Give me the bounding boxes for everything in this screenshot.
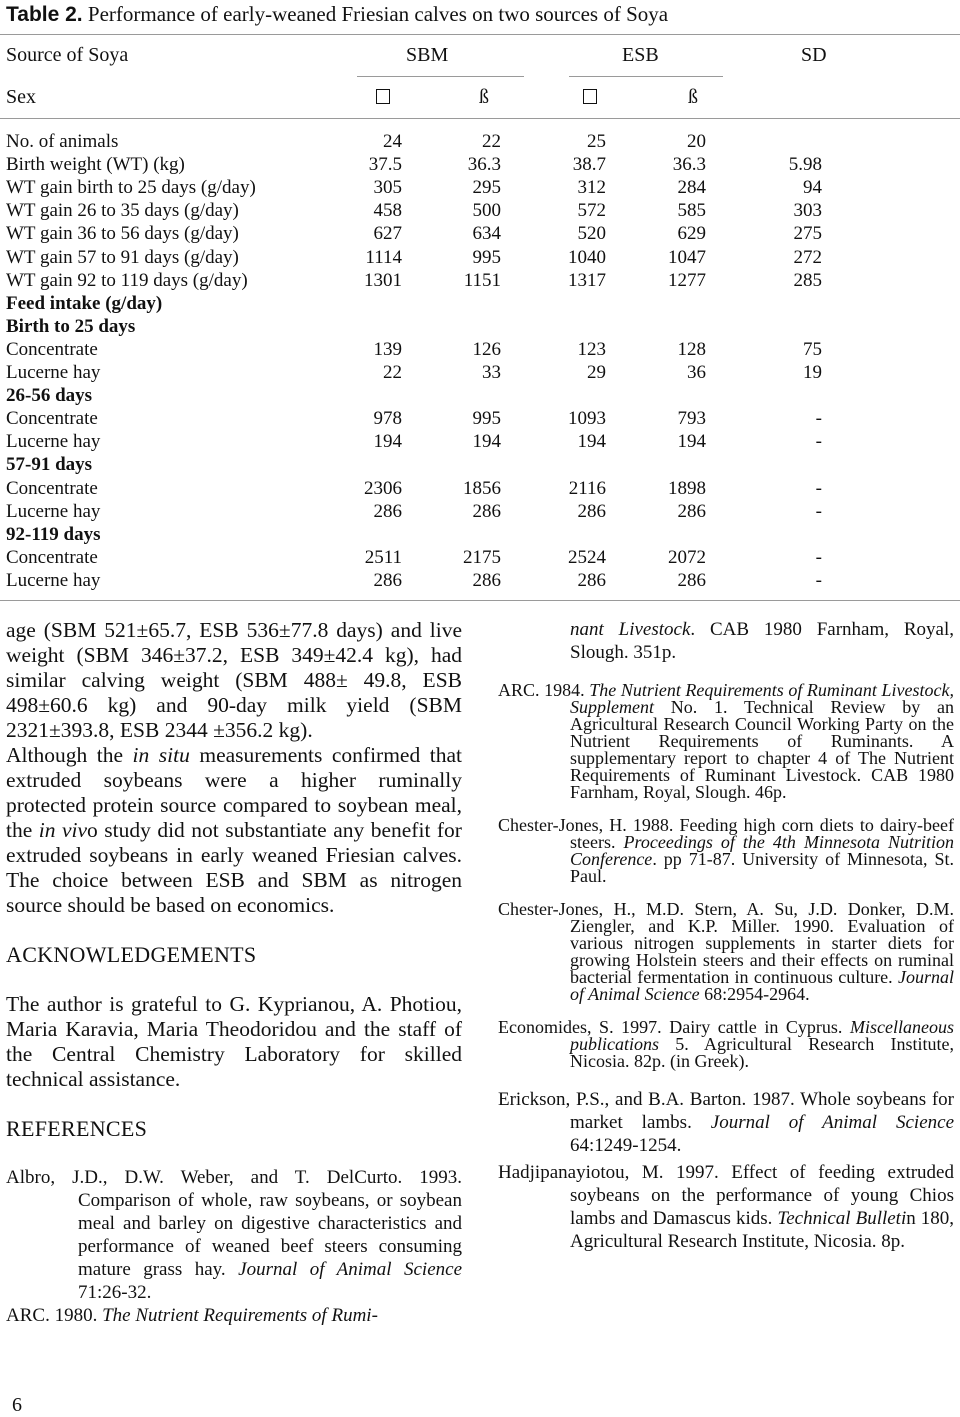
esb-female-value: 194 <box>677 431 706 453</box>
esb-female-value: 20 <box>687 131 706 152</box>
row-label: WT gain 26 to 35 days (g/day) <box>6 200 239 222</box>
table-header-source <box>0 44 960 67</box>
reference-arc-1980: ARC. 1980. The Nutrient Requirements of Rumi- <box>6 1305 378 1326</box>
sd-value: 94 <box>803 177 822 199</box>
esb-female-value: 2072 <box>668 546 706 568</box>
reference-chester-1988: Chester-Jones, H. 1988. Feeding high corn diets to dairy-beef steers. Proceedings of the 4th Minnesota Nutrition Conference. pp 71-87. University of Minnesota, St. Paul. <box>498 815 955 886</box>
sbm-male-value: 139 <box>373 338 402 360</box>
row-label: Lucerne hay <box>6 362 101 383</box>
esb-male-value: 312 <box>577 177 606 199</box>
table-top-rule <box>0 34 960 35</box>
row-label: No. of animals <box>6 131 119 152</box>
sbm-female-value: 1856 <box>463 477 501 499</box>
table-row <box>0 131 960 154</box>
esb-female-value: 36.3 <box>672 154 706 176</box>
table-row <box>0 570 960 593</box>
sbm-male-value: 978 <box>373 408 402 430</box>
source-of-soya-label: Source of Soya <box>6 44 129 66</box>
sbm-male-value: 22 <box>383 362 402 383</box>
sbm-female-value: 36.3 <box>467 154 501 176</box>
esb-male-value: 25 <box>587 131 606 152</box>
esb-male-value: 194 <box>577 431 606 453</box>
esb-male-value: 1317 <box>568 269 606 291</box>
esb-male-value: 286 <box>577 500 606 522</box>
sbm-male-value: 286 <box>373 500 402 522</box>
table-row <box>0 547 960 570</box>
esb-male-value: 2524 <box>568 546 606 568</box>
sd-value: - <box>815 431 822 453</box>
esb-female-value: 284 <box>677 177 706 199</box>
section-heading: Birth to 25 days <box>6 315 136 337</box>
esb-female-value: 1277 <box>668 269 706 291</box>
sd-header: SD <box>801 44 827 66</box>
sbm-male-value: 194 <box>373 431 402 453</box>
esb-male-value: 123 <box>577 338 606 360</box>
reference-arc-1980-cont: nant Livestock. CAB 1980 Farnham, Royal, Slough. 351p. <box>570 619 954 663</box>
table-caption: Performance of early-weaned Friesian calves on two sources of Soya <box>87 2 669 26</box>
sbm-male-value: 37.5 <box>368 154 402 176</box>
reference-albro: Albro, J.D., D.W. Weber, and T. DelCurto. 1993. Comparison of whole, raw soybeans, or soybean meal and barley on digestive characteristics and performance of weaned beef steers consuming mature grass hay. Journal of Animal Science 71:26-32. <box>6 1167 462 1303</box>
female-symbol-icon: ß <box>479 86 489 108</box>
sd-value: 285 <box>793 269 822 291</box>
esb-female-value: 1898 <box>668 477 706 499</box>
reference-hadjipanayiotou: Hadjipanayiotou, M. 1997. Effect of feeding extruded soybeans on the performance of young Chios lambs and Damascus kids. Technical Bulletin 180, Agricultural Research Institute, Nicosia. 8p. <box>498 1162 955 1252</box>
sbm-female-value: 286 <box>472 500 501 522</box>
esb-male-value: 38.7 <box>572 154 606 176</box>
table-row <box>0 200 960 223</box>
sbm-female-value: 634 <box>472 223 501 245</box>
sd-value: 75 <box>803 338 822 360</box>
row-label: Concentrate <box>6 338 98 360</box>
references-heading: REFERENCES <box>6 1116 148 1141</box>
esb-female-value: 286 <box>677 500 706 522</box>
esb-male-value: 286 <box>577 569 606 591</box>
sbm-female-value: 286 <box>472 569 501 591</box>
sbm-male-value: 2511 <box>364 546 402 568</box>
table-header-rule <box>0 118 960 119</box>
row-label: WT gain 92 to 119 days (g/day) <box>6 269 248 291</box>
esb-female-value: 793 <box>677 408 706 430</box>
results-paragraph: age (SBM 521±65.7, ESB 536±77.8 days) and live weight (SBM 346±37.2, ESB 349±42.4 kg), had similar calving weight (SBM 488± 49.8, ESB 498±60.6 kg) and 90-day milk yield (SBM 2321±393.8, ESB 2344 ±356.2 kg). <box>6 618 462 742</box>
sd-value: 275 <box>793 223 822 245</box>
table-header-sex <box>0 86 960 109</box>
sd-value: - <box>815 569 822 591</box>
table-section-row <box>0 316 960 339</box>
esb-female-value: 286 <box>677 569 706 591</box>
table-row <box>0 501 960 524</box>
esb-male-value: 2116 <box>568 477 606 499</box>
male-box-icon <box>376 89 390 104</box>
esb-female-value: 629 <box>677 223 706 245</box>
acknowledgements-text: The author is grateful to G. Kyprianou, A. Photiou, Maria Karavia, Maria Theodoridou and the staff of the Central Chemistry Laboratory for skilled technical assistance. <box>6 992 462 1091</box>
sbm-male-value: 286 <box>373 569 402 591</box>
sbm-female-value: 22 <box>482 131 501 152</box>
sd-value: 303 <box>793 200 822 222</box>
esb-span-rule <box>569 76 723 77</box>
esb-male-value: 572 <box>577 200 606 222</box>
table-row <box>0 339 960 362</box>
page-number: 6 <box>12 1394 22 1416</box>
sbm-female-value: 995 <box>472 246 501 268</box>
sbm-male-value: 1114 <box>365 246 402 268</box>
table-row <box>0 270 960 293</box>
sbm-header: SBM <box>406 44 449 66</box>
section-heading: Feed intake (g/day) <box>6 292 163 314</box>
esb-male-value: 29 <box>587 362 606 383</box>
sbm-female-value: 2175 <box>463 546 501 568</box>
reference-chester-1990: Chester-Jones, H., M.D. Stern, A. Su, J.D. Donker, D.M. Ziengler, and K.P. Miller. 1990. Evaluation of various nitrogen supplements in starter diets for growing Holstein steers and their effects on ruminal bacterial fermentation in continuous culture. Journal of Animal Science 68:2954-2964. <box>498 899 954 1004</box>
table-section-row <box>0 293 960 316</box>
table-row <box>0 478 960 501</box>
esb-female-value: 1047 <box>668 246 706 268</box>
row-label: Concentrate <box>6 477 98 499</box>
row-label: Birth weight (WT) (kg) <box>6 154 185 176</box>
sbm-female-value: 126 <box>472 338 501 360</box>
sbm-female-value: 500 <box>472 200 501 222</box>
esb-female-value: 128 <box>677 338 706 360</box>
table-row <box>0 223 960 246</box>
row-label: WT gain 57 to 91 days (g/day) <box>6 246 239 268</box>
table-title <box>6 2 668 27</box>
esb-male-value: 520 <box>577 223 606 245</box>
table-section-row <box>0 524 960 547</box>
sbm-female-value: 1151 <box>463 269 501 291</box>
male-box-icon <box>583 89 597 104</box>
table-bottom-rule <box>0 600 960 601</box>
row-label: Lucerne hay <box>6 431 101 453</box>
esb-header: ESB <box>622 44 659 66</box>
sbm-male-value: 458 <box>373 200 402 222</box>
table-row <box>0 154 960 177</box>
table-section-row <box>0 385 960 408</box>
sd-value: - <box>815 477 822 499</box>
sbm-span-rule <box>357 76 524 77</box>
right-column <box>498 618 954 1253</box>
reference-arc-1984: ARC. 1984. The Nutrient Requirements of Ruminant Livestock, Supplement No. 1. Technical Review by an Agricultural Research Council Working Party on the Nutrient Requirements of Ruminants. A supplementary report to chapter 4 of The Nutrient Requirements of Ruminant Livestock. CAB 1980 Farnham, Royal, Slough. 46p. <box>498 680 955 802</box>
acknowledgements-heading: ACKNOWLEDGEMENTS <box>6 942 257 967</box>
sd-value: 19 <box>803 362 822 383</box>
section-heading: 92-119 days <box>6 523 101 545</box>
esb-female-value: 585 <box>677 200 706 222</box>
row-label: Concentrate <box>6 546 98 568</box>
sbm-female-value: 995 <box>472 408 501 430</box>
sbm-male-value: 627 <box>373 223 402 245</box>
table-number: Table 2. <box>6 3 83 26</box>
section-heading: 57-91 days <box>6 454 93 476</box>
left-column <box>6 618 462 1327</box>
conclusion-paragraph: Although the in situ measurements confirmed that extruded soybeans were a higher ruminally protected protein source compared to soybean meal, the in vivo study did not substantiate any benefit for extruded soybeans in early weaned Friesian calves. The choice between ESB and SBM as nitrogen source should be based on economics. <box>6 743 462 917</box>
table-row <box>0 408 960 431</box>
table-row <box>0 247 960 270</box>
sbm-male-value: 1301 <box>364 269 402 291</box>
female-symbol-icon: ß <box>688 86 698 108</box>
row-label: Lucerne hay <box>6 569 101 591</box>
esb-male-value: 1093 <box>568 408 606 430</box>
row-label: Lucerne hay <box>6 500 101 522</box>
sbm-male-value: 24 <box>383 131 402 152</box>
sbm-male-value: 305 <box>373 177 402 199</box>
esb-female-value: 36 <box>687 362 706 383</box>
sd-value: - <box>815 546 822 568</box>
row-label: WT gain birth to 25 days (g/day) <box>6 177 256 199</box>
table-row <box>0 177 960 200</box>
sbm-female-value: 194 <box>472 431 501 453</box>
sd-value: 5.98 <box>788 154 822 176</box>
sbm-female-value: 33 <box>482 362 501 383</box>
sd-value: - <box>815 500 822 522</box>
sex-label: Sex <box>6 86 36 108</box>
sd-value: 272 <box>793 246 822 268</box>
reference-erickson: Erickson, P.S., and B.A. Barton. 1987. Whole soybeans for market lambs. Journal of Animal Science 64:1249-1254. <box>498 1089 955 1156</box>
sd-value: - <box>815 408 822 430</box>
reference-economides: Economides, S. 1997. Dairy cattle in Cyprus. Miscellaneous publications 5. Agricultural Research Institute, Nicosia. 82p. (in Greek). <box>498 1017 954 1071</box>
table-section-row <box>0 454 960 477</box>
row-label: Concentrate <box>6 408 98 430</box>
esb-male-value: 1040 <box>568 246 606 268</box>
row-label: WT gain 36 to 56 days (g/day) <box>6 223 239 245</box>
sbm-female-value: 295 <box>472 177 501 199</box>
table-row <box>0 431 960 454</box>
sbm-male-value: 2306 <box>364 477 402 499</box>
table-row <box>0 362 960 385</box>
section-heading: 26-56 days <box>6 385 93 407</box>
